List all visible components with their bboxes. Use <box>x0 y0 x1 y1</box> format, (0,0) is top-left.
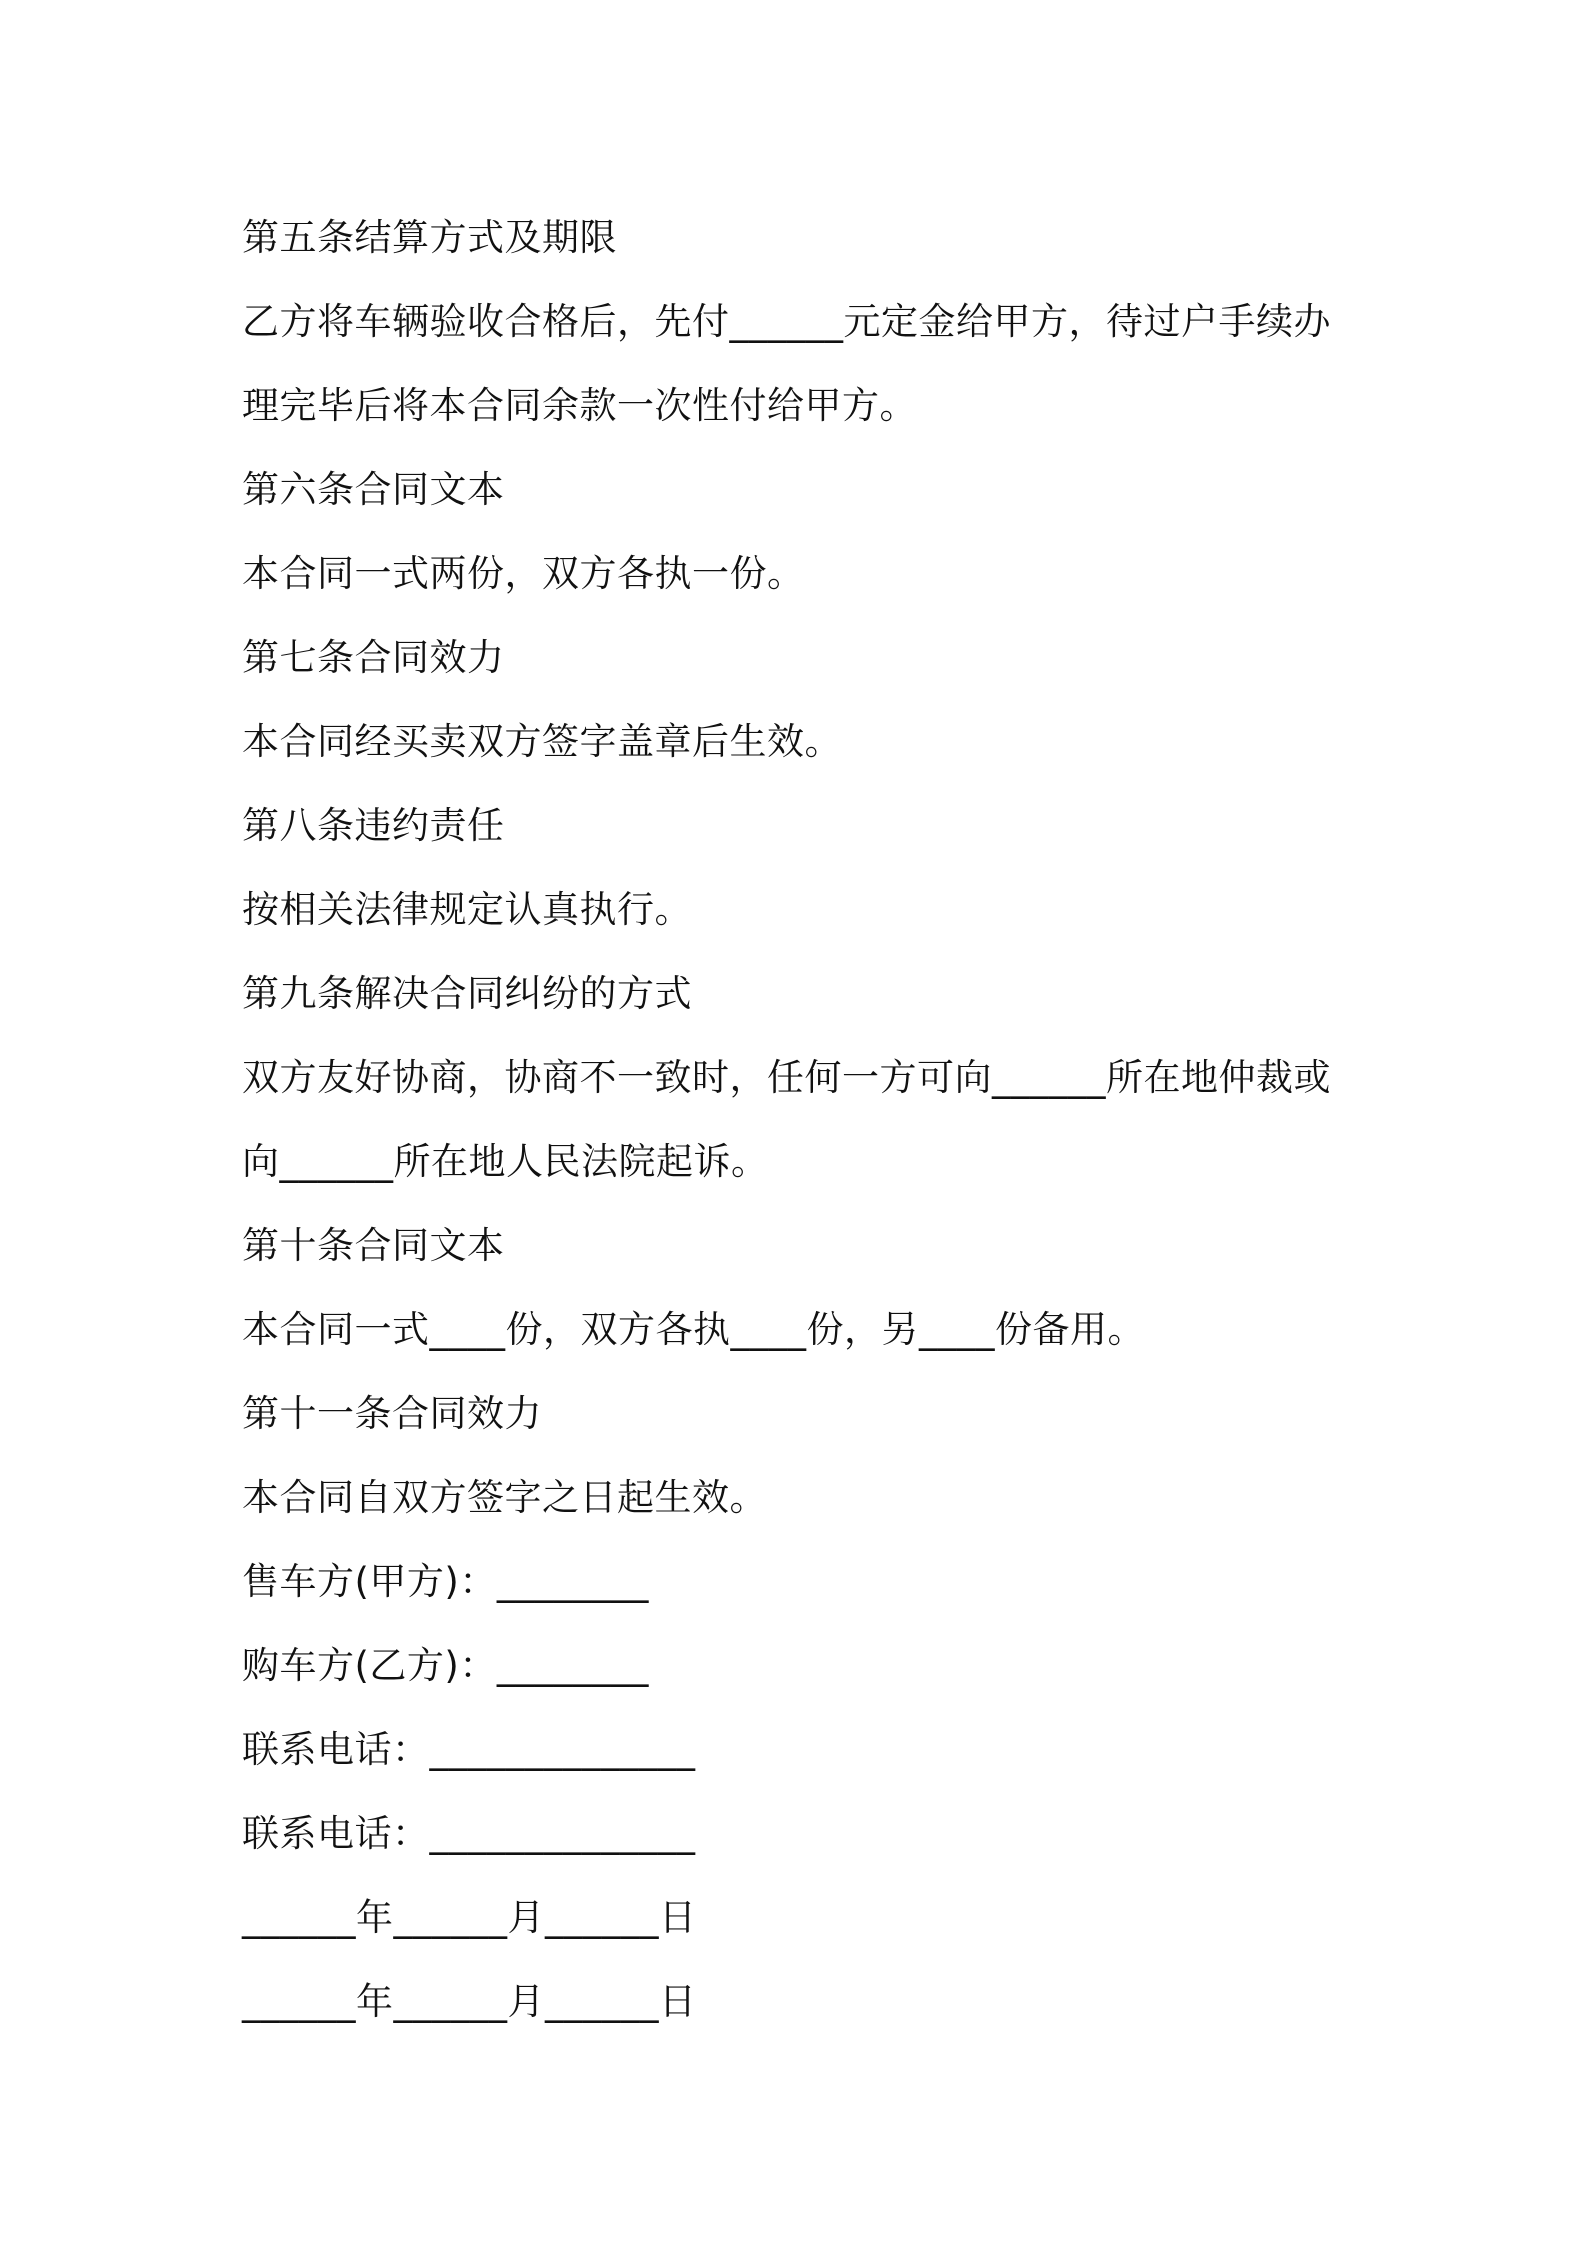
article-10-heading: 第十条合同文本 <box>242 1224 505 1267</box>
article-7-text: 本合同经买卖双方签字盖章后生效。 <box>242 720 842 763</box>
buyer-date-line: ______年______月______日 <box>242 1980 697 2023</box>
document-body <box>242 196 1362 2044</box>
seller-date-line: ______年______月______日 <box>242 1896 697 1939</box>
article-5-heading: 第五条结算方式及期限 <box>242 216 617 259</box>
article-9-text-line-2: 向______所在地人民法院起诉。 <box>242 1140 769 1183</box>
seller-signature-line: 售车方(甲方)：________ <box>242 1560 649 1603</box>
article-8-text: 按相关法律规定认真执行。 <box>242 888 692 931</box>
article-11-heading: 第十一条合同效力 <box>242 1392 542 1435</box>
article-9-heading: 第九条解决合同纠纷的方式 <box>242 972 692 1015</box>
article-7-heading: 第七条合同效力 <box>242 636 505 679</box>
article-6-text: 本合同一式两份，双方各执一份。 <box>242 552 805 595</box>
article-9-text-line-1: 双方友好协商，协商不一致时，任何一方可向______所在地仲裁或 <box>242 1056 1331 1099</box>
article-6-heading: 第六条合同文本 <box>242 468 505 511</box>
article-8-heading: 第八条违约责任 <box>242 804 505 847</box>
article-11-text: 本合同自双方签字之日起生效。 <box>242 1476 767 1519</box>
buyer-phone-line: 联系电话：______________ <box>242 1812 696 1855</box>
seller-phone-line: 联系电话：______________ <box>242 1728 696 1771</box>
buyer-signature-line: 购车方(乙方)：________ <box>242 1644 649 1687</box>
article-5-text-line-1: 乙方将车辆验收合格后，先付______元定金给甲方，待过户手续办 <box>242 300 1331 343</box>
article-10-text: 本合同一式____份，双方各执____份，另____份备用。 <box>242 1308 1145 1351</box>
article-5-text-line-2: 理完毕后将本合同余款一次性付给甲方。 <box>242 384 917 427</box>
